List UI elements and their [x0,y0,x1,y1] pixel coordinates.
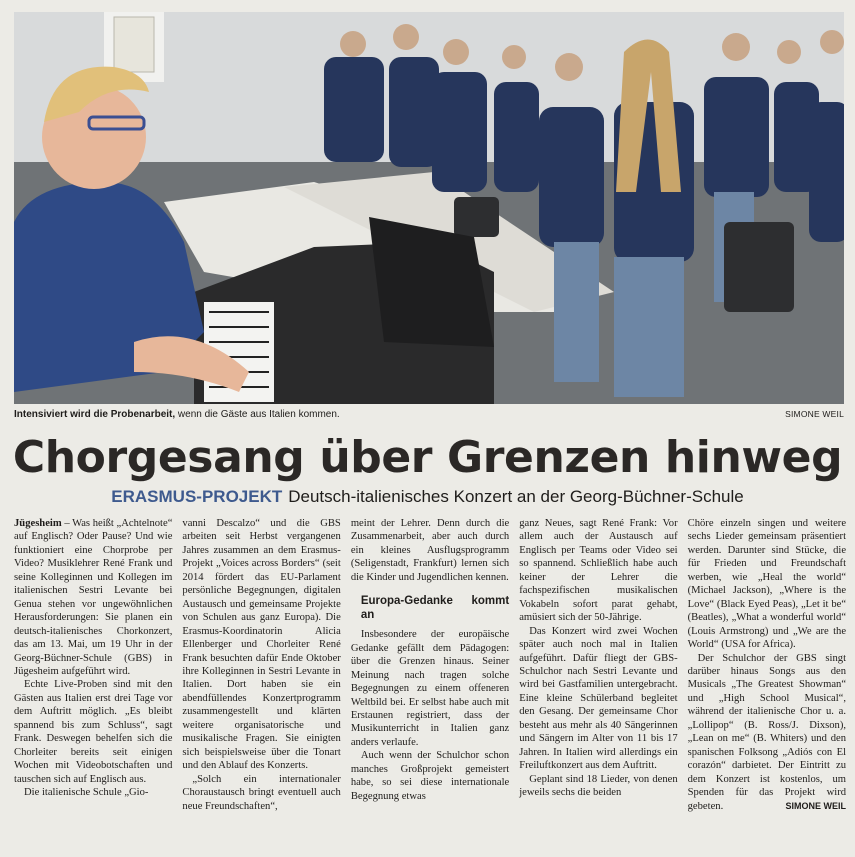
kicker [0,486,855,508]
photo-caption [14,408,844,421]
paragraph: Jügesheim – Was heißt „Achtelnote“ auf Englisch? Oder Pause? Und wie funktioniert eine Chorprobe per Video? Musiklehrer René Frank und seine Kolleginnen und Kollegen im italienischen Sestri Levante bei Genua stehen vor ungewöhnlichen Herausforderungen: Sie planen ein deutsch-italienisches Chorkonzert, das am 13. Mai, um 19 Uhr in der Georg-Büchner-Schule (GBS) in Jügesheim aufgeführt wird. [14,518,173,677]
paragraph: ganz Neues, sagt René Frank: Vor allem auch der Austausch auf Englisch per Teams oder Video sei so spannend. Schließlich habe auch keiner der Lehrer die fachspezifischen musikalischen Vokabeln sofort parat gehabt, amüsiert sich der 50-Jährige. [519,518,678,624]
column-3 [351,517,509,851]
paragraph: Echte Live-Proben sind mit den Gästen aus Italien erst drei Tage vor dem Auftritt möglich. „Es bleibt spannend bis zum Schluss“, sagt Frank. Deswegen behelfen sich die Chorleiter bereits seit einigen Wochen mit Videobotschaften und tauschen sich auf Englisch aus. [14,679,173,785]
photo-credit: SIMONE WEIL [785,409,844,419]
column-2 [182,517,340,851]
article-photo [14,12,844,404]
author-signoff: SIMONE WEIL [785,800,847,811]
paragraph: vanni Descalzo“ und die GBS arbeiten seit Herbst vergangenen Jahres zusammen an dem Erasmus-Projekt „Voices across Borders“ (seit 2014 fördert das EU-Parlament persönliche Begegnungen, digitalen Austausch und gemeinsame Projekte von Schulen aus ganz Europa). Die Erasmus-Koordinatorin Alicia Ellenberger und Chorleiter René Frank besuchten dafür Ende Oktober ihre Kolleginnen in Sestri Levante in Italien. Dort haben sie ein abendfüllendes Konzertprogramm zusammengestellt und klärten weitere organisatorische und musikalische Fragen. Sie einigten sich beispielsweise über die Tonart und den Ablauf des Konzerts. [182,518,341,772]
kicker-tag: ERASMUS-PROJEKT [111,487,283,506]
headline: Chorgesang über Grenzen hinweg [12,432,843,483]
caption-text: wenn die Gäste aus Italien kommen. [175,409,340,420]
paragraph: Das Konzert wird zwei Wochen später auch noch mal in Italien aufgeführt. Dafür fliegt der GBS-Schulchor nach Sestri Levante und wird bei Gastfamilien untergebracht. Eine kleine Schülerband begleitet den Gesang. Der gemeinsame Chor besteht aus mehr als 40 Sängerinnen und Sängern im Alter von 11 bis 17 Jahren. In Italien wird allerdings ein Freiluftkonzert aus dem Auftritt. [519,625,678,772]
paragraph: Der Schulchor der GBS singt darüber hinaus Songs aus den Musicals „The Greatest Showman“ und „High School Musical“, während der italienische Chor u. a. „Lollipop“ (B. Ross/J. Dixson), „Lean on me“ (B. Whiters) und den spanischen Folksong „Adiós con El corazón“ darbietet. Der Eintritt zu dem Konzert ist kostenlos, um Spenden für das Projekt wird gebeten. SIMONE WEIL [687,652,847,812]
article-body [14,517,846,851]
column-5 [688,517,846,851]
caption-lead: Intensiviert wird die Probenarbeit, [14,409,176,420]
paragraph: Geplant sind 18 Lieder, von denen jeweils sechs die beiden [519,773,678,799]
paragraph: Auch wenn der Schulchor schon manches Großprojekt gemeistert habe, so sei diese internationale Begegnung etwas [350,750,510,802]
column-4 [519,517,677,851]
subheading: Europa-Gedanke kommt an [360,595,510,622]
kicker-text: Deutsch-italienisches Konzert an der Georg-Büchner-Schule [288,487,744,506]
column-1 [14,517,172,851]
dateline: Jügesheim [14,518,62,529]
paragraph: Insbesondere der europäische Gedanke gefällt dem Pädagogen: über die Grenzen hinaus. Seiner Meinung nach tragen solche Begegnungen zu einem offeneren Weltbild bei. Er selbst habe auch mit Erstaunen registriert, dass der Musikunterricht in Italien ganz anders verlaufe. [350,629,510,748]
paragraph: „Solch ein internationaler Choraustausch bringt eventuell auch neue Freundschaften“, [182,773,341,812]
paragraph: Die italienische Schule „Gio- [24,787,149,799]
paragraph: meint der Lehrer. Denn durch die Zusammenarbeit, aber auch durch ein kleines Ausflugsprogramm (Seligenstadt, Frankfurt) lernen sich die Kinder und Jugendlichen kennen. [350,518,510,583]
paragraph: Chöre einzeln singen und weitere sechs Lieder gemeinsam präsentiert werden. Darunter sind Stücke, die für Frieden und Freundschaft werben, wie „Heal the world“ (Michael Jackson), „Where is the Love“ (Black Eyed Peas), „Let it be“ (Beatles), „What a wonderful world“ (Louis Armstrong) und „We are the World“ (USA for Africa). [687,518,847,651]
photo-illustration [14,12,844,404]
